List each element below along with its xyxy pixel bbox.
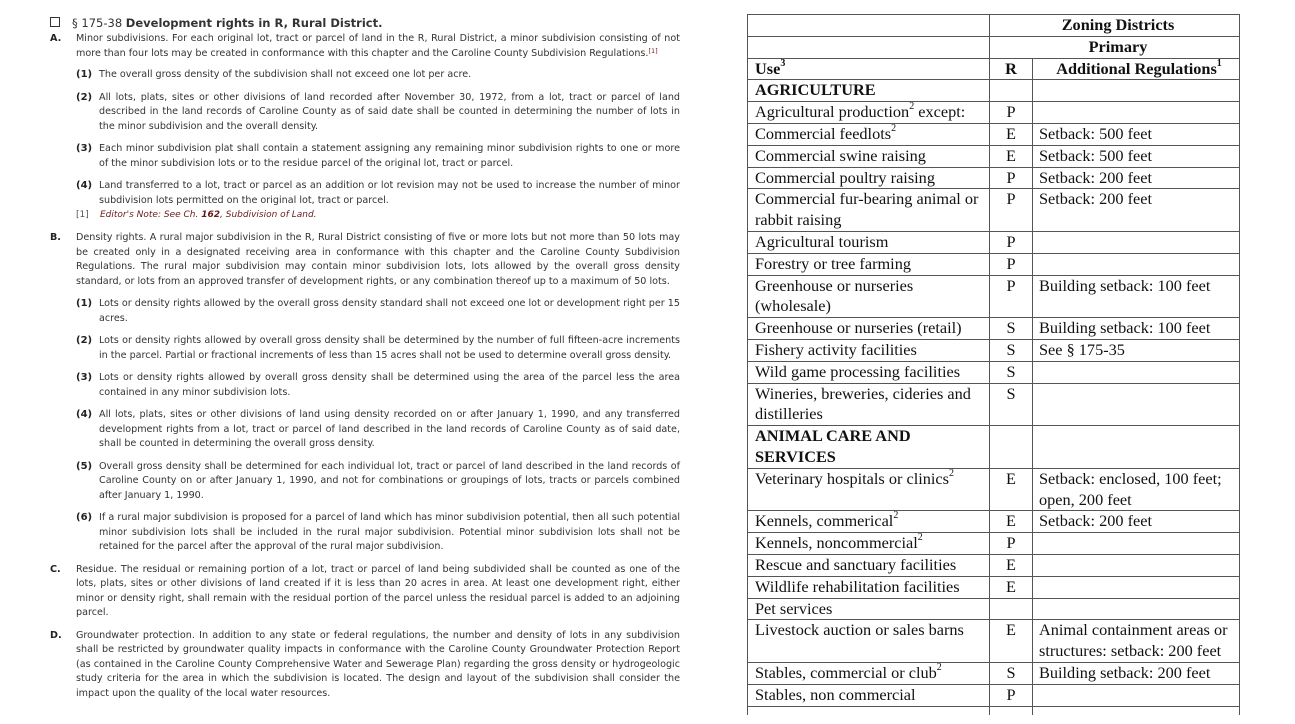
empty-cell [748,706,990,715]
paragraph-c [50,563,680,621]
list-item [50,179,680,208]
list-item [50,371,680,400]
item-text: Lots or density rights allowed by the overall gross density standard shall not exceed one lot or development right per 15 acres. [99,298,680,324]
footnote-superscript: 3 [780,57,786,69]
regulation-cell [1033,426,1240,469]
permission-code-cell: P [990,102,1033,124]
use-label: Fishery activity facilities [755,339,917,359]
table-row [748,361,1240,383]
item-label: (4) [76,180,93,191]
header-empty-cell [748,36,990,58]
use-cell [748,80,990,102]
permission-code-cell: P [990,533,1033,555]
use-label: ANIMAL CARE AND SERVICES [755,426,911,466]
item-text: Land transferred to a lot, tract or parcel as an addition or lot revision may not be used to increase the number of minor subdivision lots permitted on the original lot, tract or parcel. [99,180,680,206]
regulation-cell [1033,231,1240,253]
item-text: All lots, plats, sites or other divisions of land recorded after November 30, 1972, from a lot, tract or parcel of land described in the land records of Caroline County as of said date shall be counted in determining the number of lots in the minor subdivision and the overall density. [99,91,680,132]
item-label: (4) [76,409,93,420]
item-text: If a rural major subdivision is proposed for a parcel of land which has minor subdivision potential, then all such potential minor subdivision lots shall be included in the rural major subdivision. Potential minor subdivision lots shall not be retained for the parcel after the approval of the rural major subdivision. [99,512,680,552]
use-label: Commercial feedlots [755,123,892,143]
paragraph-text: Density rights. A rural major subdivision in the R, Rural District consisting of five or more lots but not more than 50 lots may be created only in a designated receiving area in conformance with this chapter and the Caroline County Subdivision Regulations. The rural major subdivision may contain minor subdivision lots, lots allowed by the overall gross density standard, or lots from an approved transfer of development rights, or any combination thereof up to a maximum of 50 lots. [76,232,680,287]
regulation-cell [1033,598,1240,620]
item-label: (5) [76,460,93,472]
footnote-label: [1] [76,210,89,220]
use-cell [748,361,990,383]
use-label: Commercial poultry raising [755,167,935,187]
regulation-cell: Setback: 200 feet [1033,511,1240,533]
empty-cell [1033,706,1240,715]
permission-code-cell: S [990,318,1033,340]
item-label: (6) [76,512,93,523]
use-label: Commercial swine raising [755,145,926,165]
permission-code-cell: S [990,662,1033,684]
table-row [748,123,1240,145]
zoning-use-table [747,14,1240,715]
permission-code-cell [990,598,1033,620]
empty-cell [990,706,1033,715]
footnote-chapter-link[interactable]: 162 [201,210,221,220]
column-header-regulations-label: Additional Regulations [1056,58,1217,78]
footnote-superscript: 2 [893,510,899,522]
use-label: Forestry or tree farming [755,253,911,273]
permission-code-cell: P [990,167,1033,189]
table-row-partial [748,706,1240,715]
permission-code-cell: E [990,123,1033,145]
header-row-zoning [748,15,1240,37]
regulation-cell [1033,361,1240,383]
table-row [748,189,1240,232]
paragraph-a [50,32,680,61]
paragraph-text: Residue. The residual or remaining portion of a lot, tract or parcel of land being subdivided shall be counted as one of the lots, plats, sites or other divisions of land created if it is less than 20 acres in area. At least one development right, either minor or density right, shall remain with the residual portion of the parcel unless the residual parcel is added to an adjoining parcel. [76,563,680,618]
use-cell [748,468,990,511]
table-row [748,598,1240,620]
use-cell [748,554,990,576]
list-item [50,68,680,83]
use-label: Rescue and sanctuary facilities [755,554,957,574]
use-cell [748,533,990,555]
item-label: (1) [76,69,93,80]
use-cell [748,620,990,663]
list-item [50,334,680,363]
table-row [748,102,1240,124]
paragraph-text: Minor subdivisions. For each original lot, tract or parcel of land in the R, Rural District, a minor subdivision consisting of not more than four lots may be created in conformance with this chapter and the Caroline County Subdivision Regulations. [76,33,680,59]
permission-code-cell: E [990,468,1033,511]
use-cell [748,102,990,124]
footnote-superscript: 2 [936,661,942,673]
item-label: (3) [76,143,93,154]
header-row-primary [748,36,1240,58]
table-row [748,511,1240,533]
footnote-superscript: 2 [909,101,915,113]
regulation-cell: Building setback: 200 feet [1033,662,1240,684]
permission-code-cell: P [990,275,1033,318]
use-label: Agricultural tourism [755,231,889,251]
regulation-cell: Setback: enclosed, 100 feet; open, 200 feet [1033,468,1240,511]
regulation-cell [1033,102,1240,124]
use-label: Commercial fur-bearing animal or rabbit raising [755,189,979,230]
table-row [748,468,1240,511]
item-text: Each minor subdivision plat shall contain a statement assigning any remaining minor subdivision rights to one or more of the minor subdivision lots or to the residue parcel of the original lot, tract or parcel. [99,143,680,169]
table-row [748,662,1240,684]
regulation-cell [1033,253,1240,275]
item-text: Lots or density rights allowed by overall gross density shall be determined using the area of the parcel less the area contained in any minor subdivision lots. [99,372,680,398]
permission-code-cell [990,426,1033,469]
use-cell [748,426,990,469]
permission-code-cell: S [990,361,1033,383]
use-label: Agricultural production [755,102,910,122]
use-label: Stables, commercial or club [755,662,937,682]
header-zoning-districts: Zoning Districts [990,15,1240,37]
list-item [50,511,680,555]
use-cell [748,511,990,533]
code-section [50,14,680,701]
use-cell [748,275,990,318]
paragraph-label: A. [50,33,62,44]
regulation-cell: Setback: 500 feet [1033,123,1240,145]
item-label: (1) [76,298,93,309]
use-label: Wineries, breweries, cideries and distilleries [755,383,971,424]
permission-code-cell: E [990,576,1033,598]
regulation-cell [1033,80,1240,102]
table-row [748,318,1240,340]
use-cell [748,145,990,167]
regulation-cell [1033,533,1240,555]
table-row [748,145,1240,167]
footnote-superscript: 2 [948,467,954,479]
use-cell [748,684,990,706]
list-item [50,460,680,504]
table-row [748,383,1240,426]
use-cell [748,318,990,340]
item-label: (2) [76,335,93,346]
regulation-cell: Building setback: 100 feet [1033,318,1240,340]
footnote-superscript: 2 [891,122,897,134]
table-row [748,167,1240,189]
item-text: Lots or density rights allowed by overall gross density shall be determined by the number of full fifteen-acre increments in the parcel. Partial or fractional increments of less than 15 acres shall not be used to determine overall gross density. [99,335,680,361]
permission-code-cell: P [990,189,1033,232]
column-header-regulations [1033,58,1240,80]
paragraph-label: C. [50,563,61,575]
use-label: Greenhouse or nurseries (retail) [755,318,962,338]
list-item [50,297,680,326]
table-row [748,684,1240,706]
header-row-columns [748,58,1240,80]
regulation-cell [1033,554,1240,576]
use-label: Pet services [755,598,833,618]
section-number: § 175-38 Development rights in R, Rural District. [72,16,383,30]
use-cell [748,189,990,232]
paragraph-text: Groundwater protection. In addition to any state or federal regulations, the number and density of lots in any subdivision shall be restricted by groundwater quality impacts in conformance with the Caroline County Groundwater Protection Report (as contained in the Caroline County Comprehensive Water and Sewerage Plan) regarding the gross density or hydrogeologic study criteria for the area in which the subdivision is located. The design and layout of the subdivision shall consider the impact upon the quality of the local water resources. [76,629,680,699]
use-cell [748,167,990,189]
footnote-text: Editor's Note: See Ch. [100,210,199,220]
table-category-row [748,80,1240,102]
footnote [50,208,680,222]
item-label: (2) [76,91,93,103]
footnote-ref-link[interactable]: [1] [648,46,658,55]
use-cell [748,662,990,684]
use-label: Wildlife rehabilitation facilities [755,576,960,596]
regulation-cell [1033,576,1240,598]
table-row [748,253,1240,275]
use-cell [748,383,990,426]
use-cell [748,123,990,145]
use-cell [748,598,990,620]
table-row [748,275,1240,318]
table-row [748,576,1240,598]
use-cell [748,253,990,275]
use-cell [748,339,990,361]
use-cell [748,576,990,598]
table-row [748,620,1240,663]
permission-code-cell: S [990,339,1033,361]
permission-code-cell: S [990,383,1033,426]
permission-code-cell: E [990,511,1033,533]
item-text: Overall gross density shall be determined for each individual lot, tract or parcel of land described in the land records of Caroline County on or after January 1, 1990, and not for combinations or groupings of lots, tracts or parcels combined after January 1, 1990. [99,460,680,501]
paragraph-b [50,231,680,289]
regulation-cell: Setback: 500 feet [1033,145,1240,167]
permission-code-cell: E [990,145,1033,167]
list-item [50,91,680,135]
column-header-r: R [990,58,1033,80]
use-label: Greenhouse or nurseries (wholesale) [755,275,914,316]
paragraph-label: B. [50,232,61,243]
permission-code-cell: P [990,684,1033,706]
table-category-row [748,426,1240,469]
use-label: Kennels, commerical [755,511,894,531]
table-row [748,533,1240,555]
regulation-cell: See § 175-35 [1033,339,1240,361]
regulation-cell: Animal containment areas or structures: setback: 200 feet [1033,620,1240,663]
item-label: (3) [76,372,93,383]
section-title: Development rights in R, Rural District. [125,16,383,30]
regulation-cell [1033,383,1240,426]
footnote-superscript: 1 [1216,57,1222,69]
paragraph-d [50,629,680,702]
table-row [748,231,1240,253]
permission-code-cell [990,80,1033,102]
list-item [50,408,680,452]
use-label: Veterinary hospitals or clinics [755,468,949,488]
use-label: Kennels, noncommercial [755,533,918,553]
permission-code-cell: P [990,253,1033,275]
paragraph-label: D. [50,629,62,641]
section-heading [50,14,680,32]
header-primary: Primary [990,36,1240,58]
header-empty-cell [748,15,990,37]
use-cell [748,231,990,253]
use-label: Stables, non commercial [755,684,916,704]
permission-code-cell: E [990,620,1033,663]
item-text: All lots, plats, sites or other divisions of land using density recorded on or after January 1, 1990, and any transferred development rights from a lot, tract or parcel of land described in the land records of Caroline County as of said date, shall be counted in determining the overall gross density. [99,409,680,449]
footnote-text: , Subdivision of Land. [220,210,317,220]
use-label: AGRICULTURE [755,80,876,100]
column-header-use [748,58,990,80]
footnote-superscript: 2 [917,532,923,544]
use-label-suffix: except: [914,102,966,122]
table-row [748,339,1240,361]
table-row [748,554,1240,576]
list-item [50,142,680,171]
permission-code-cell: E [990,554,1033,576]
permission-code-cell: P [990,231,1033,253]
regulation-cell [1033,684,1240,706]
section-checkbox[interactable] [50,17,60,27]
use-label: Livestock auction or sales barns [755,620,964,640]
regulation-cell: Setback: 200 feet [1033,167,1240,189]
item-text: The overall gross density of the subdivision shall not exceed one lot per acre. [99,69,472,80]
column-header-use-label: Use [755,58,781,78]
use-label: Wild game processing facilities [755,361,961,381]
regulation-cell: Setback: 200 feet [1033,189,1240,232]
zoning-table-container [747,14,1240,715]
regulation-cell: Building setback: 100 feet [1033,275,1240,318]
